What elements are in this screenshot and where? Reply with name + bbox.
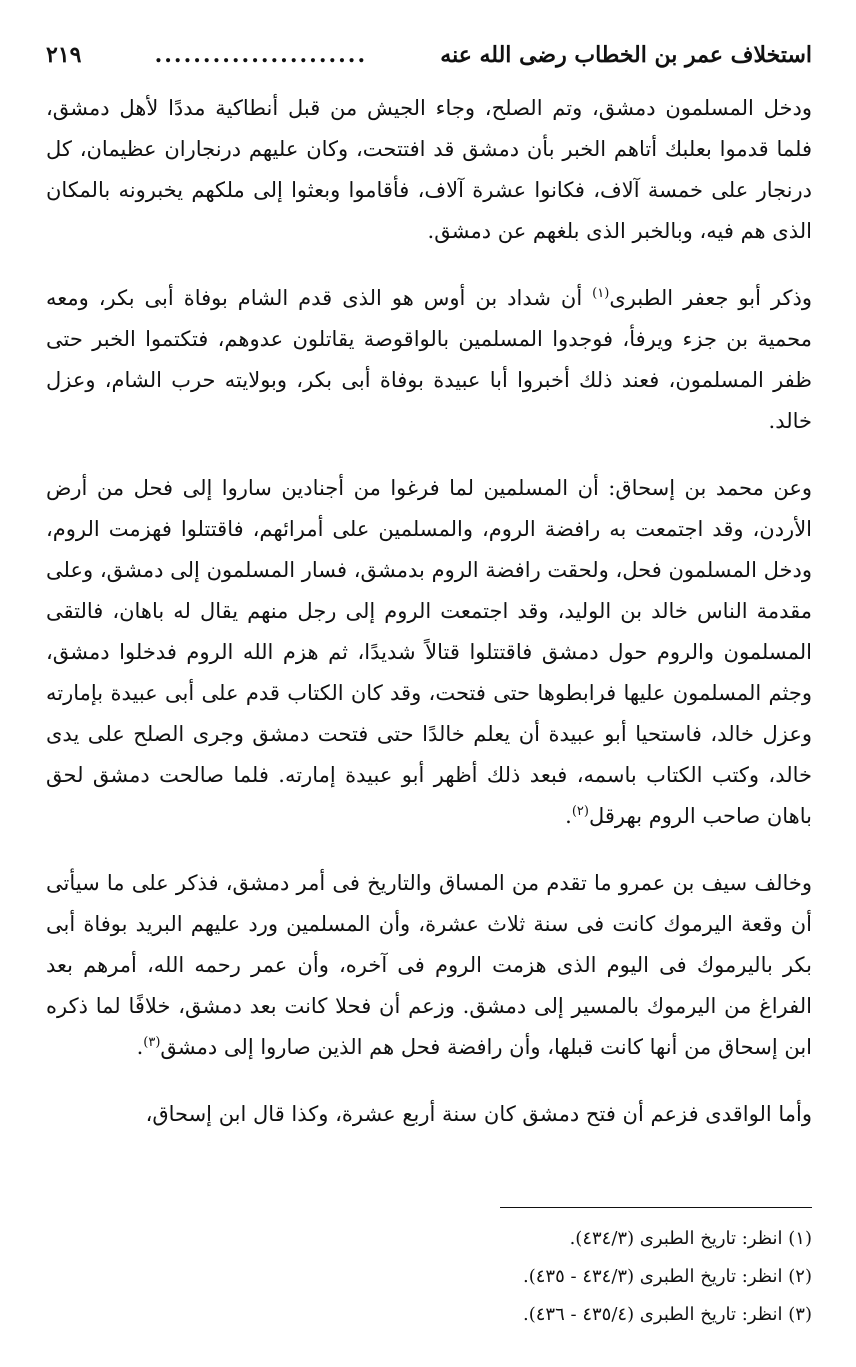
paragraph-text-tail: . bbox=[136, 1035, 144, 1059]
footnote-marker: (١) bbox=[592, 286, 610, 301]
paragraph-text-tail: . bbox=[565, 804, 572, 828]
body-text bbox=[46, 88, 812, 1135]
footnote-separator bbox=[500, 1207, 812, 1208]
paragraph-3 bbox=[46, 468, 812, 837]
footnotes bbox=[46, 1220, 812, 1334]
footnote-1: (١) انظر: تاريخ الطبرى (٤٣٤/٣). bbox=[569, 1228, 812, 1249]
footnote-2: (٢) انظر: تاريخ الطبرى (٤٣٤/٣ - ٤٣٥). bbox=[523, 1266, 812, 1287]
paragraph-text: وأما الواقدى فزعم أن فتح دمشق كان سنة أربع عشرة، وكذا قال ابن إسحاق، bbox=[145, 1102, 812, 1126]
paragraph-5 bbox=[46, 1094, 812, 1135]
paragraph-text-tail: أن شداد بن أوس هو الذى قدم الشام بوفاة أبى بكر، ومعه محمية بن جزء ويرفأ، فوجدوا المسلمين بالواقوصة يقاتلون عدوهم، فتكتموا الخبر حتى ظفر المسلمون، فعند ذلك أخبروا أبا عبيدة بوفاة أبى بكر، وبولايته حرب الشام، وعزل خالد. bbox=[46, 286, 812, 433]
paragraph-text: ودخل المسلمون دمشق، وتم الصلح، وجاء الجيش من قبل أنطاكية مددًا لأهل دمشق، فلما قدموا بعلبك أتاهم الخبر بأن دمشق قد افتتحت، وكان عليهم درنجاران عظيمان، كل درنجار على خمسة آلاف، فكانوا عشرة آلاف، فأقاموا وبعثوا إلى ملكهم يخبرونه بالمكان الذى هم فيه، وبالخبر الذى بلغهم عن دمشق. bbox=[46, 96, 812, 243]
page-number: ٢١٩ bbox=[46, 42, 82, 68]
paragraph-text: وذكر أبو جعفر الطبرى bbox=[609, 286, 812, 310]
running-title: استخلاف عمر بن الخطاب رضى الله عنه bbox=[440, 42, 812, 68]
running-header bbox=[46, 42, 812, 82]
footnote-marker: (٢) bbox=[571, 804, 589, 819]
footnote-3: (٣) انظر: تاريخ الطبرى (٤٣٥/٤ - ٤٣٦). bbox=[523, 1304, 812, 1325]
header-leader-dots: ...................... bbox=[154, 42, 368, 68]
footnote-marker: (٣) bbox=[143, 1035, 161, 1050]
paragraph-2 bbox=[46, 278, 812, 442]
paragraph-1 bbox=[46, 88, 812, 252]
paragraph-4 bbox=[46, 863, 812, 1068]
paragraph-text: وخالف سيف بن عمرو ما تقدم من المساق والتاريخ فى أمر دمشق، فذكر على ما سيأتى أن وقعة اليرموك كانت فى سنة ثلاث عشرة، وأن المسلمين ورد عليهم البريد بوفاة أبى بكر باليرموك فى اليوم الذى هزمت الروم فى آخره، وأن عمر رحمه الله، أمرهم بعد الفراغ من اليرموك بالمسير إلى دمشق. وزعم أن فحلا كانت بعد دمشق، خلافًا لما ذكره ابن إسحاق من أنها كانت قبلها، وأن رافضة فحل هم الذين صاروا إلى دمشق bbox=[46, 871, 812, 1059]
paragraph-text: وعن محمد بن إسحاق: أن المسلمين لما فرغوا من أجنادين ساروا إلى فحل من أرض الأردن، وقد اجتمعت به رافضة الروم، والمسلمين على أمرائهم، فاقتتلوا فهزمت الروم، ودخل المسلمون فحل، ولحقت رافضة الروم بدمشق، فسار المسلمون إلى دمشق، وعلى مقدمة الناس خالد بن الوليد، وقد اجتمعت الروم إلى رجل منهم يقال له باهان، فالتقى المسلمون والروم حول دمشق فاقتتلوا قتالاً شديدًا، ثم هزم الله الروم فدخلوا دمشق، وجثم المسلمون عليها فرابطوها حتى فتحت، وقد كان الكتاب قدم على أبى عبيدة بإمارته وعزل خالد، فاستحيا أبو عبيدة أن يعلم خالدًا حتى فتحت دمشق وجرى الصلح على يدى خالد، وكتب الكتاب باسمه، فبعد ذلك أظهر أبو عبيدة إمارته. فلما صالحت دمشق لحق باهان صاحب الروم بهرقل bbox=[46, 476, 812, 828]
